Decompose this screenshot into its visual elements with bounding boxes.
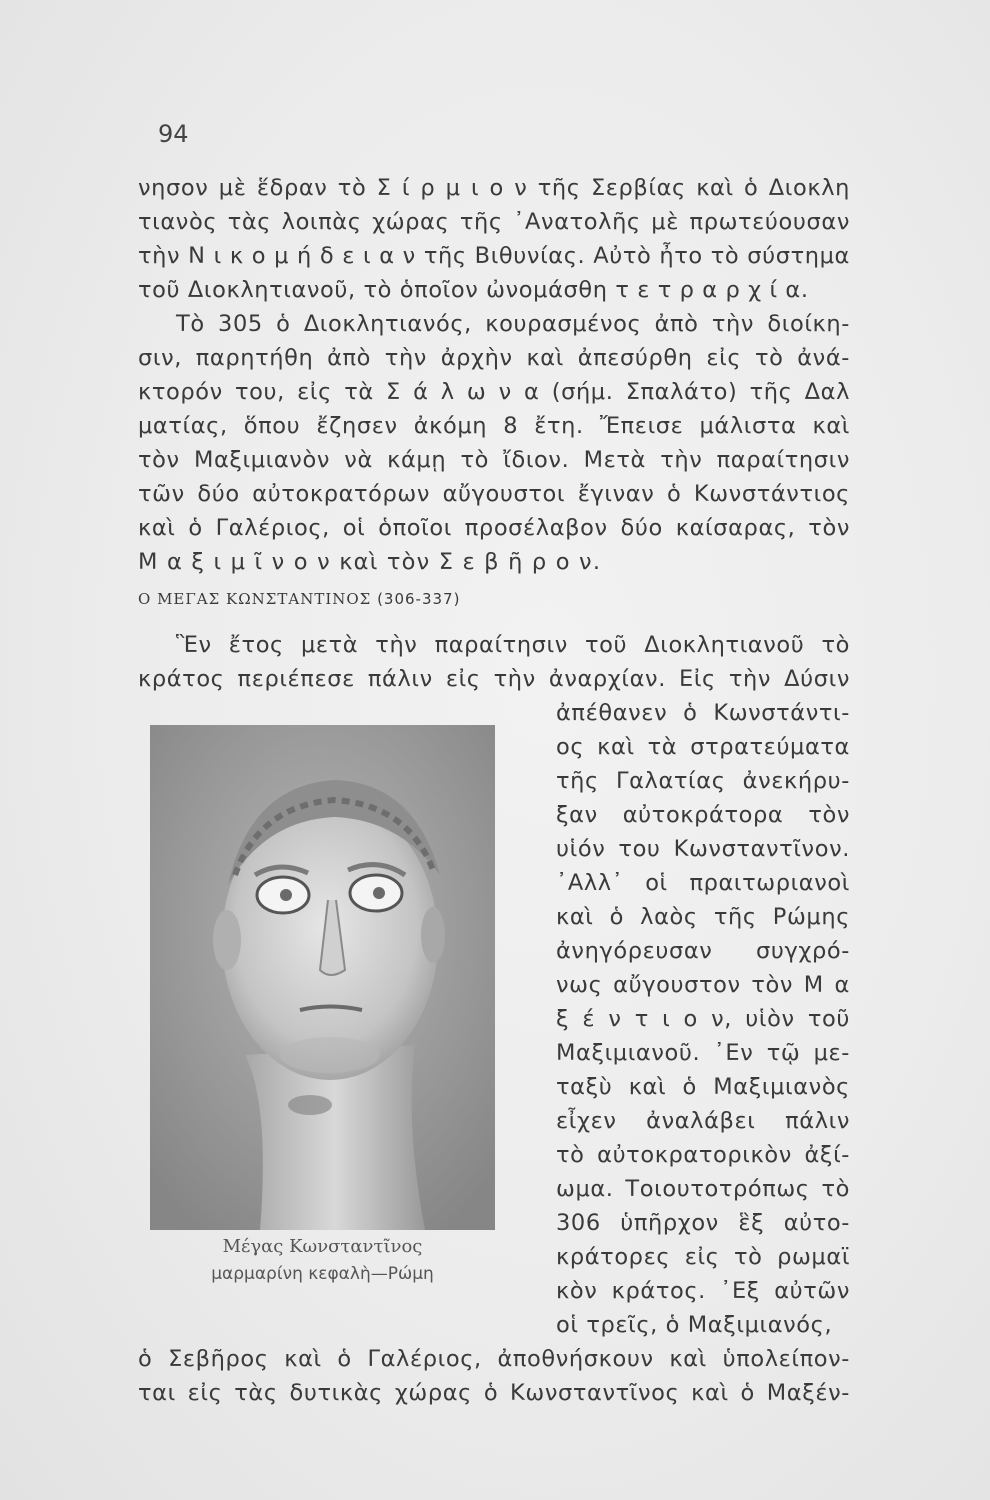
constantine-bust-photo <box>150 725 495 1230</box>
figure-caption-title: Μέγας Κωνσταντῖνος <box>222 1236 423 1257</box>
text-line: τὸ αὐτοκρατορικὸν ἀξί- <box>556 1142 850 1168</box>
text-line: τῆς Γαλατίας ἀνεκήρυ- <box>556 768 850 794</box>
text-line: ὁ Σεβῆρος καὶ ὁ Γαλέριος, ἀποθνήσκουν καὶ ὑπολείπον- <box>138 1346 850 1372</box>
text-line: νως αὔγουστον τὸν Μ α <box>556 972 850 998</box>
text-line: τὴν Ν ι κ ο μ ή δ ε ι α ν τῆς Βιθυνίας. Αὐτὸ ἦτο τὸ σύστημα <box>138 243 850 269</box>
text-line: ξαν αὐτοκράτορα τὸν <box>556 802 850 828</box>
text-line: οἱ τρεῖς, ὁ Μαξιμιανός, <box>556 1312 833 1338</box>
text-line: τὸν Μαξιμιανὸν νὰ κάμῃ τὸ ἴδιον. Μετὰ τὴν παραίτησιν <box>138 447 850 473</box>
marble-head-illustration <box>150 725 495 1230</box>
text-line: κὸν κράτος. ᾿Εξ αὐτῶν <box>556 1278 850 1304</box>
text-line: νησον μὲ ἕδραν τὸ Σ ί ρ μ ι ο ν τῆς Σερβίας καὶ ὁ Διοκλη <box>138 175 850 201</box>
section-heading-dates: (306-337) <box>377 590 461 608</box>
text-line: κράτος περιέπεσε πάλιν εἰς τὴν ἀναρχίαν. Εἰς τὴν Δύσιν <box>138 666 850 692</box>
text-line: 306 ὑπῆρχον ἓξ αὐτο- <box>556 1210 850 1236</box>
text-line: Μ α ξ ι μ ῖ ν ο ν καὶ τὸν Σ ε β ῆ ρ ο ν. <box>138 549 602 575</box>
text-line: υἱόν του Κωνσταντῖνον. <box>556 836 850 862</box>
text-line: ος καὶ τὰ στρατεύματα <box>556 734 850 760</box>
section-heading <box>138 590 460 608</box>
text-line: σιν, παρητήθη ἀπὸ τὴν ἀρχὴν καὶ ἀπεσύρθη εἰς τὸ ἀνά- <box>138 345 850 371</box>
text-line: εἶχεν ἀναλάβει πάλιν <box>556 1108 850 1134</box>
text-line: Μαξιμιανοῦ. ᾿Εν τῷ με- <box>556 1040 850 1066</box>
text-line: Ἓν ἔτος μετὰ τὴν παραίτησιν τοῦ Διοκλητιανοῦ τὸ <box>176 632 850 658</box>
text-line: τοῦ Διοκλητιανοῦ, τὸ ὁποῖον ὠνομάσθη τ ε τ ρ α ρ χ ί α. <box>138 277 809 303</box>
text-line: ται εἰς τὰς δυτικὰς χώρας ὁ Κωνσταντῖνος καὶ ὁ Μαξέν- <box>138 1380 850 1406</box>
text-line: ξ έ ν τ ι ο ν, υἱὸν τοῦ <box>556 1006 850 1032</box>
text-line: κράτορες εἰς τὸ ρωμαϊ <box>556 1244 850 1270</box>
text-line: ματίας, ὅπου ἔζησεν ἀκόμη 8 ἔτη. Ἔπεισε μάλιστα καὶ <box>138 413 850 439</box>
section-heading-title: Ο ΜΕΓΑΣ ΚΩΝΣΤΑΝΤΙΝΟΣ <box>138 590 372 608</box>
figure-caption-description: μαρμαρίνη κεφαλὴ—Ρώμη <box>211 1264 434 1284</box>
text-line: ἀνηγόρευσαν συγχρό- <box>556 938 850 964</box>
text-line: καὶ ὁ Γαλέριος, οἱ ὁποῖοι προσέλαβον δύο καίσαρας, τὸν <box>138 515 850 541</box>
text-line: τιανὸς τὰς λοιπὰς χώρας τῆς ᾿Ανατολῆς μὲ πρωτεύουσαν <box>138 209 850 235</box>
text-line: ταξὺ καὶ ὁ Μαξιμιανὸς <box>556 1074 850 1100</box>
text-line: Τὸ 305 ὁ Διοκλητιανός, κουρασμένος ἀπὸ τὴν διοίκη- <box>176 311 850 337</box>
text-line: καὶ ὁ λαὸς τῆς Ρώμης <box>556 904 850 930</box>
page-number: 94 <box>158 120 189 148</box>
text-line: τῶν δύο αὐτοκρατόρων αὔγουστοι ἔγιναν ὁ Κωνστάντιος <box>138 481 850 507</box>
text-line: ἀπέθανεν ὁ Κωνστάντι- <box>556 700 850 726</box>
text-line: ωμα. Τοιουτοτρόπως τὸ <box>556 1176 850 1202</box>
text-line: κτορόν του, εἰς τὰ Σ ά λ ω ν α (σήμ. Σπαλάτο) τῆς Δαλ <box>138 379 850 405</box>
text-line: ᾿Αλλ᾿ οἱ πραιτωριανοὶ <box>556 870 850 896</box>
